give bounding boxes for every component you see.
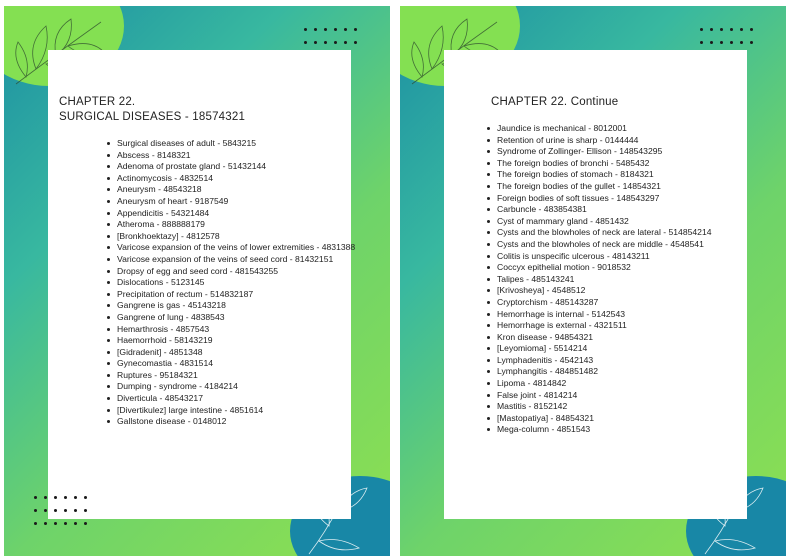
dot-grid-decoration — [304, 28, 364, 44]
chapter-heading — [59, 95, 245, 125]
list-item: Diverticula - 48543217 — [117, 393, 361, 405]
list-item: Gynecomastia - 4831514 — [117, 358, 361, 370]
list-item: Kron disease - 94854321 — [497, 332, 745, 344]
list-item: Surgical diseases of adult - 5843215 — [117, 138, 361, 150]
list-item: Lymphangitis - 484851482 — [497, 366, 745, 378]
list-item: The foreign bodies of stomach - 8184321 — [497, 169, 745, 181]
list-item: Hemarthrosis - 4857543 — [117, 324, 361, 336]
list-item: [Bronkhoektazy] - 4812578 — [117, 231, 361, 243]
list-item: Actinomycosis - 4832514 — [117, 173, 361, 185]
leaf-icon — [289, 476, 389, 556]
list-item: [Krivosheya] - 4548512 — [497, 285, 745, 297]
list-item: Cysts and the blowholes of neck are middle - 4548541 — [497, 239, 745, 251]
list-item: Mega-column - 4851543 — [497, 424, 745, 436]
list-item: Dropsy of egg and seed cord - 481543255 — [117, 266, 361, 278]
list-item: Aneurysm of heart - 9187549 — [117, 196, 361, 208]
list-item: False joint - 4814214 — [497, 390, 745, 402]
list-item: Lymphadenitis - 4542143 — [497, 355, 745, 367]
chapter-subtitle: SURGICAL DISEASES - 18574321 — [59, 111, 246, 123]
list-item: Haemorrhoid - 58143219 — [117, 335, 361, 347]
list-item: Hemorrhage is external - 4321511 — [497, 320, 745, 332]
list-item: [Divertikulez] large intestine - 4851614 — [117, 405, 361, 417]
list-item: Colitis is unspecific ulcerous - 48143211 — [497, 251, 745, 263]
list-item: Varicose expansion of the veins of lower extremities - 4831388 — [117, 242, 361, 254]
list-item: Gangrene of lung - 4838543 — [117, 312, 361, 324]
list-item: [Gidradenit] - 4851348 — [117, 347, 361, 359]
list-item: Appendicitis - 54321484 — [117, 208, 361, 220]
list-item: Hemorrhage is internal - 5142543 — [497, 309, 745, 321]
list-item: Adenoma of prostate gland - 51432144 — [117, 161, 361, 173]
list-item: Syndrome of Zollinger- Ellison - 148543295 — [497, 146, 745, 158]
list-item: Retention of urine is sharp - 0144444 — [497, 135, 745, 147]
chapter-number: CHAPTER 22. — [59, 96, 136, 108]
list-item: Gangrene is gas - 45143218 — [117, 300, 361, 312]
disease-list — [481, 123, 745, 436]
list-item: Precipitation of rectum - 514832187 — [117, 289, 361, 301]
list-item: [Mastopatiya] - 84854321 — [497, 413, 745, 425]
list-item: [Leyomioma] - 5514214 — [497, 343, 745, 355]
disease-list — [101, 138, 361, 428]
page-right — [400, 6, 786, 556]
list-item: Gallstone disease - 0148012 — [117, 416, 361, 428]
list-item: Varicose expansion of the veins of seed cord - 81432151 — [117, 254, 361, 266]
list-item: Aneurysm - 48543218 — [117, 184, 361, 196]
list-item: Abscess - 8148321 — [117, 150, 361, 162]
list-item: The foreign bodies of the gullet - 14854321 — [497, 181, 745, 193]
list-item: Ruptures - 95184321 — [117, 370, 361, 382]
page-left — [4, 6, 390, 556]
list-item: Cyst of mammary gland - 4851432 — [497, 216, 745, 228]
list-item: Carbuncle - 483854381 — [497, 204, 745, 216]
list-item: Jaundice is mechanical - 8012001 — [497, 123, 745, 135]
list-item: Dumping - syndrome - 4184214 — [117, 381, 361, 393]
list-item: Cryptorchism - 485143287 — [497, 297, 745, 309]
dot-grid-decoration — [700, 28, 760, 44]
dot-grid-decoration — [34, 496, 94, 525]
list-item: Lipoma - 4814842 — [497, 378, 745, 390]
chapter-heading: CHAPTER 22. Continue — [491, 96, 619, 108]
list-item: Dislocations - 5123145 — [117, 277, 361, 289]
list-item: Foreign bodies of soft tissues - 148543297 — [497, 193, 745, 205]
list-item: The foreign bodies of bronchi - 5485432 — [497, 158, 745, 170]
list-item: Cysts and the blowholes of neck are lateral - 514854214 — [497, 227, 745, 239]
list-item: Talipes - 485143241 — [497, 274, 745, 286]
list-item: Atheroma - 888888179 — [117, 219, 361, 231]
list-item: Mastitis - 8152142 — [497, 401, 745, 413]
list-item: Coccyx epithelial motion - 9018532 — [497, 262, 745, 274]
leaf-icon — [685, 476, 785, 556]
